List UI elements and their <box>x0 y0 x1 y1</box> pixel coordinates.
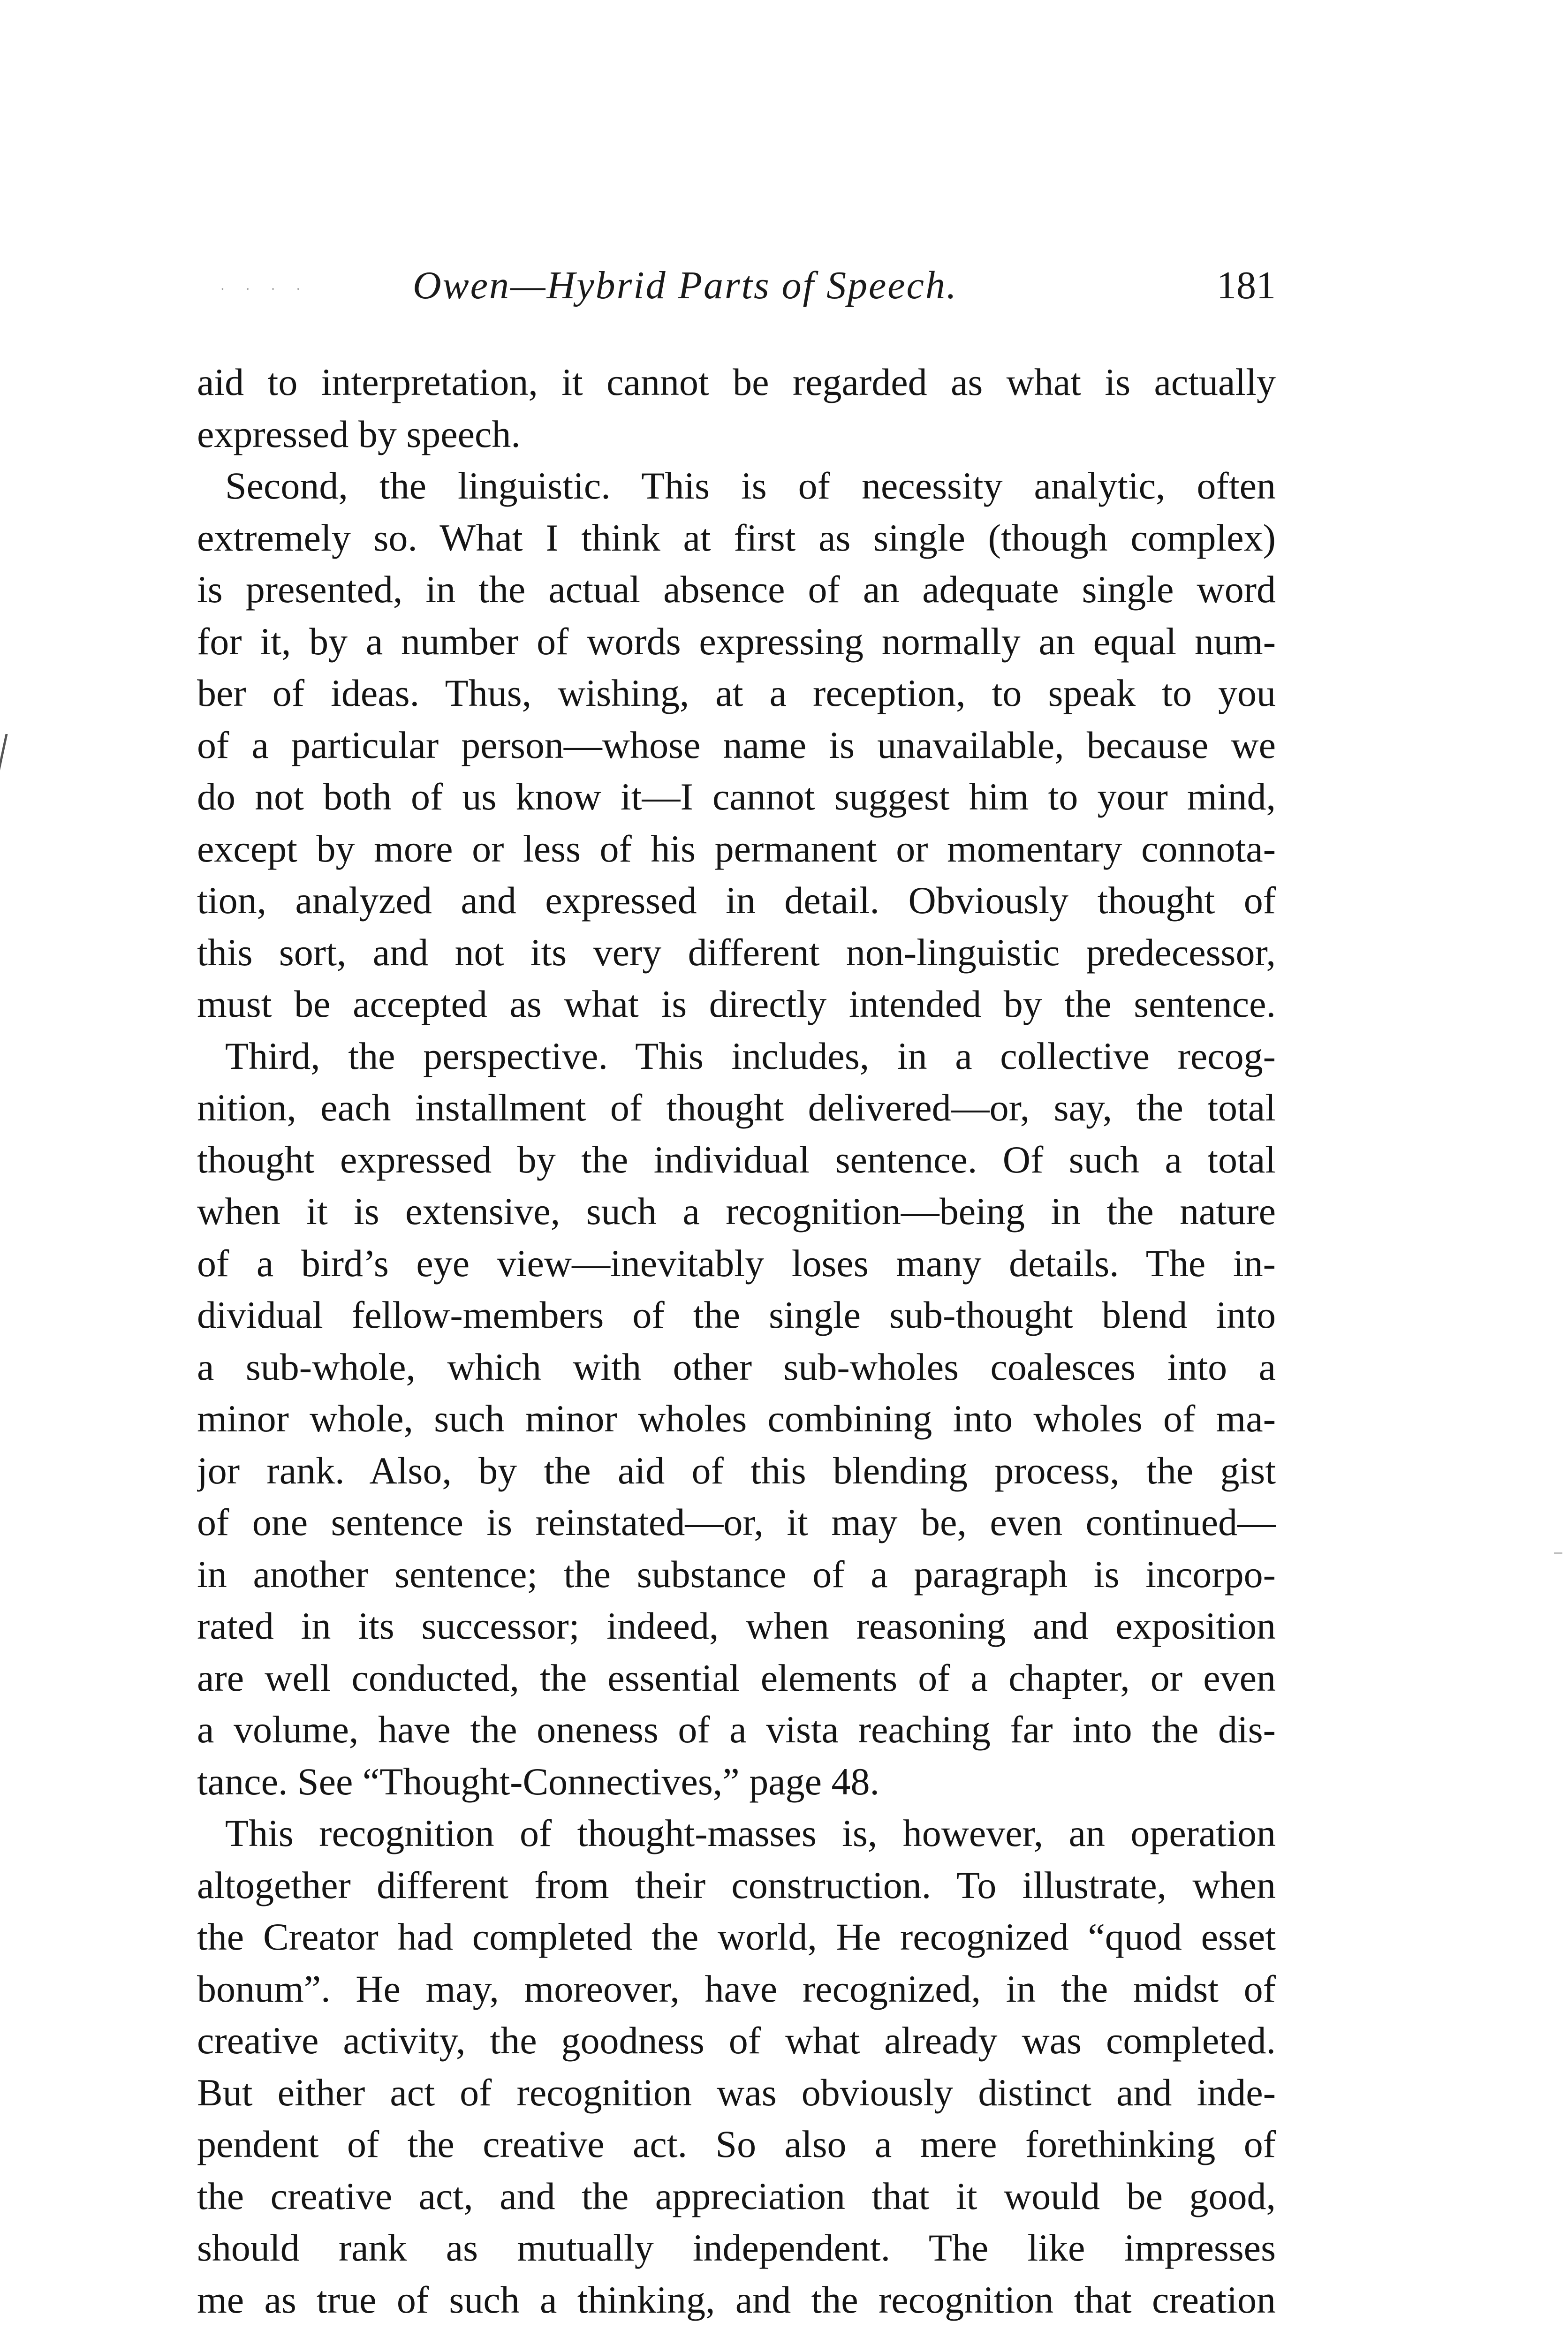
page-header <box>197 263 1276 319</box>
text-line: a sub-whole, which with other sub-wholes coalesces into a <box>197 1345 1276 1388</box>
text-line: nition, each installment of thought delivered—or, say, the total <box>197 1086 1276 1129</box>
text-line: of one sentence is reinstated—or, it may be, even continued— <box>197 1501 1276 1543</box>
text-line: in another sentence; the substance of a paragraph is incorpo- <box>197 1552 1276 1596</box>
text-line: the Creator had completed the world, He recognized “quod esset <box>197 1915 1276 1958</box>
text-line: tion, analyzed and expressed in detail. Obviously thought of <box>197 879 1276 922</box>
text-line: tance. See “Thought-Connectives,” page 48. <box>197 1760 879 1803</box>
paragraph-start-line: Third, the perspective. This includes, in a collective recog- <box>225 1034 1276 1077</box>
text-line: of a bird’s eye view—inevitably loses many details. The in- <box>197 1241 1276 1285</box>
text-line: extremely so. What I think at first as single (though complex) <box>197 516 1276 559</box>
text-line: a volume, have the oneness of a vista reaching far into the dis- <box>197 1708 1276 1751</box>
text-line: this sort, and not its very different non-linguistic predecessor, <box>197 930 1276 974</box>
text-line: dividual fellow-members of the single sub-thought blend into <box>197 1294 1276 1336</box>
left-edge-mark <box>0 734 12 776</box>
text-line: must be accepted as what is directly intended by the sentence. <box>197 983 1276 1025</box>
text-line: rated in its successor; indeed, when reasoning and exposition <box>197 1604 1276 1647</box>
text-line: But either act of recognition was obviously distinct and inde- <box>197 2071 1276 2114</box>
paragraph-start-line: This recognition of thought-masses is, however, an operation <box>225 1812 1276 1854</box>
text-line: except by more or less of his permanent or momentary connota- <box>197 827 1276 870</box>
text-line: should rank as mutually independent. The like impresses <box>197 2226 1276 2269</box>
text-line: is presented, in the actual absence of an adequate single word <box>197 568 1276 611</box>
text-line: altogether different from their construction. To illustrate, when <box>197 1863 1276 1906</box>
scan-specks: · · · · <box>220 281 309 297</box>
text-line: the creative act, and the appreciation that it would be good, <box>197 2174 1276 2217</box>
page-number: 181 <box>1217 264 1276 307</box>
text-line: me as true of such a thinking, and the recognition that creation <box>197 2278 1276 2321</box>
text-line: jor rank. Also, by the aid of this blending process, the gist <box>197 1449 1276 1492</box>
text-line: expressed by speech. <box>197 412 521 455</box>
text-line: do not both of us know it—I cannot suggest him to your mind, <box>197 775 1276 818</box>
body-text <box>197 356 1276 2326</box>
running-title: Owen—Hybrid Parts of Speech. <box>413 264 958 307</box>
text-line: creative activity, the goodness of what already was completed. <box>197 2019 1276 2062</box>
text-line: are well conducted, the essential elements of a chapter, or even <box>197 1656 1276 1699</box>
text-line: for it, by a number of words expressing normally an equal num- <box>197 620 1276 663</box>
text-line: when it is extensive, such a recognition—being in the nature <box>197 1190 1276 1233</box>
text-line: aid to interpretation, it cannot be regarded as what is actually <box>197 361 1276 403</box>
text-line: minor whole, such minor wholes combining into wholes of ma- <box>197 1397 1276 1440</box>
paragraph-start-line: Second, the linguistic. This is of necessity analytic, often <box>225 464 1276 507</box>
text-line: thought expressed by the individual sentence. Of such a total <box>197 1138 1276 1181</box>
text-line: pendent of the creative act. So also a mere forethinking of <box>197 2123 1276 2165</box>
text-line: ber of ideas. Thus, wishing, at a reception, to speak to you <box>197 672 1276 714</box>
text-line: bonum”. He may, moreover, have recognized, in the midst of <box>197 1967 1276 2010</box>
text-line: of a particular person—whose name is unavailable, because we <box>197 723 1276 766</box>
right-edge-mark <box>1554 1552 1562 1554</box>
